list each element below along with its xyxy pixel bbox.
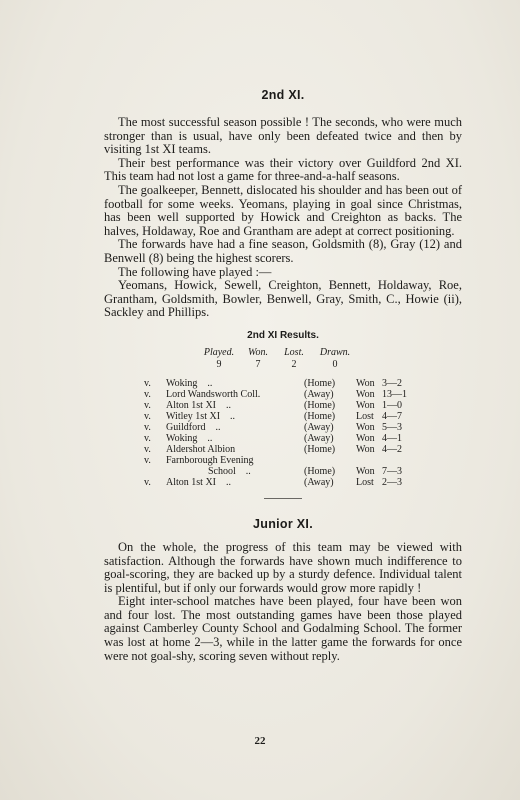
opponent-name: Woking xyxy=(166,377,198,389)
result-v: v. xyxy=(144,377,151,389)
summary-header-played: Played. xyxy=(203,346,235,358)
result-venue: (Home) xyxy=(304,377,336,389)
paragraph: The most successful season possible ! The seconds, who were much stronger than is usual, have only been defeated twice and then by visiting 1st XI teams. xyxy=(104,115,462,157)
result-venue: (Home) xyxy=(304,443,336,455)
results-summary-headers xyxy=(198,347,462,358)
results-title: 2nd XI Results. xyxy=(247,329,319,341)
paragraph: The following have played :— xyxy=(118,264,272,279)
page-number: 22 xyxy=(254,735,266,747)
result-outcome: Lost xyxy=(356,476,374,488)
opponent-name: Alton 1st XI xyxy=(166,399,216,411)
opponent-name: Guildford xyxy=(166,421,206,433)
result-score: 2—3 xyxy=(382,476,402,488)
result-venue: (Home) xyxy=(304,399,336,411)
leader-dots xyxy=(260,389,270,400)
result-row xyxy=(144,422,412,433)
result-opponent xyxy=(166,477,304,488)
result-opponent xyxy=(166,400,304,411)
result-opponent xyxy=(166,411,304,422)
summary-header-won: Won. xyxy=(248,346,268,358)
result-v: v. xyxy=(144,410,151,422)
leader-dots xyxy=(235,444,245,455)
opponent-name: Witley 1st XI xyxy=(166,410,221,422)
result-outcome: Won xyxy=(356,443,375,455)
result-row xyxy=(144,389,412,400)
result-score: 4—7 xyxy=(382,410,402,422)
leader-dots: .. xyxy=(226,399,231,411)
result-score: 4—2 xyxy=(382,443,402,455)
leader-dots: .. xyxy=(245,465,251,477)
result-score: 7—3 xyxy=(382,465,402,477)
opponent-name: Aldershot Albion xyxy=(166,443,236,455)
section-divider xyxy=(264,498,302,499)
result-opponent xyxy=(166,466,304,477)
result-opponent xyxy=(166,455,304,466)
result-venue: (Home) xyxy=(304,465,336,477)
opponent-name: Farnborough Evening xyxy=(166,454,254,466)
result-v: v. xyxy=(144,432,151,444)
result-venue: (Away) xyxy=(304,421,334,433)
summary-value-lost: 2 xyxy=(291,358,297,370)
opponent-name: Alton 1st XI xyxy=(166,476,216,488)
result-v: v. xyxy=(144,421,151,433)
leader-dots: .. xyxy=(207,432,213,444)
result-opponent xyxy=(166,422,304,433)
opponent-name: School xyxy=(208,465,236,477)
result-v: v. xyxy=(144,388,151,400)
leader-dots xyxy=(254,455,264,466)
result-v: v. xyxy=(144,443,151,455)
section-title-junior-xi: Junior XI. xyxy=(253,516,313,531)
result-v: v. xyxy=(144,399,151,411)
result-row xyxy=(144,455,412,466)
opponent-name: Woking xyxy=(166,432,198,444)
result-row xyxy=(144,466,412,477)
result-outcome: Won xyxy=(356,465,375,477)
section-title-2nd-xi: 2nd XI. xyxy=(261,88,305,102)
summary-value-drawn: 0 xyxy=(332,358,338,370)
result-outcome xyxy=(356,455,382,466)
result-venue: (Away) xyxy=(304,476,334,488)
leader-dots: .. xyxy=(207,377,213,389)
result-outcome: Won xyxy=(356,421,375,433)
summary-header-drawn: Drawn. xyxy=(319,346,351,358)
result-score: 13—1 xyxy=(382,388,407,400)
paragraph: On the whole, the progress of this team may be viewed with satisfaction. Although the forwards have shown much indifference to goal-scoring, they are backed up by a sturdy defence. Individual talent is plentiful, but if only our forwards would grow more rapidly ! xyxy=(104,539,462,595)
result-score xyxy=(382,455,412,466)
result-row xyxy=(144,433,412,444)
result-opponent xyxy=(166,433,304,444)
page-content xyxy=(104,88,462,663)
paragraph: Their best performance was their victory over Guildford 2nd XI. This team had not lost a game for three-and-a-half seasons. xyxy=(104,155,462,184)
result-opponent xyxy=(166,378,304,389)
results-table-body xyxy=(144,378,412,488)
results-table xyxy=(144,378,412,488)
result-score: 3—2 xyxy=(382,377,402,389)
result-row xyxy=(144,477,412,488)
result-outcome: Won xyxy=(356,399,375,411)
result-score: 5—3 xyxy=(382,421,402,433)
result-row xyxy=(144,411,412,422)
result-score: 1—0 xyxy=(382,399,402,411)
result-venue xyxy=(304,455,356,466)
result-venue: (Away) xyxy=(304,388,334,400)
result-opponent xyxy=(166,444,304,455)
result-v xyxy=(144,466,166,477)
summary-header-lost: Lost. xyxy=(284,346,304,358)
result-outcome: Lost xyxy=(356,410,374,422)
result-row xyxy=(144,400,412,411)
result-venue: (Away) xyxy=(304,432,334,444)
results-summary-values xyxy=(198,359,462,370)
leader-dots: .. xyxy=(215,421,221,433)
result-opponent xyxy=(166,389,304,400)
players-list: Yeomans, Howick, Sewell, Creighton, Bennett, Holdaway, Roe, Grantham, Goldsmith, Bowler, Benwell, Gray, Smith, C., Howie (ii), Sackley and Phillips. xyxy=(104,278,462,320)
result-outcome: Won xyxy=(356,388,375,400)
result-v: v. xyxy=(144,476,151,488)
summary-value-played: 9 xyxy=(216,358,222,370)
result-score: 4—1 xyxy=(382,432,402,444)
opponent-name: Lord Wandsworth Coll. xyxy=(166,388,261,400)
result-venue: (Home) xyxy=(304,410,336,422)
leader-dots: .. xyxy=(230,410,236,422)
paragraph: The goalkeeper, Bennett, dislocated his shoulder and has been out of football for some weeks. Yeomans, playing in goal since Christmas, has been well supported by Howick and Creighton as backs. The halves, Holdaway, Roe and Grantham are adept at correct positioning. xyxy=(104,182,462,238)
paragraph: Eight inter-school matches have been played, four have been won and four lost. The most outstanding games have been those played against Camberley County School and Godalming School. The former was lost at home 2—3, while in the latter game the forwards for once were not goal-shy, scoring seven without reply. xyxy=(104,594,462,663)
result-row xyxy=(144,444,412,455)
summary-value-won: 7 xyxy=(255,358,261,370)
result-outcome: Won xyxy=(356,377,375,389)
paragraph: The forwards have had a fine season, Goldsmith (8), Gray (12) and Benwell (8) being the highest scorers. xyxy=(104,237,462,265)
result-outcome: Won xyxy=(356,432,375,444)
result-row xyxy=(144,378,412,389)
leader-dots: .. xyxy=(226,476,231,488)
result-v: v. xyxy=(144,454,151,466)
